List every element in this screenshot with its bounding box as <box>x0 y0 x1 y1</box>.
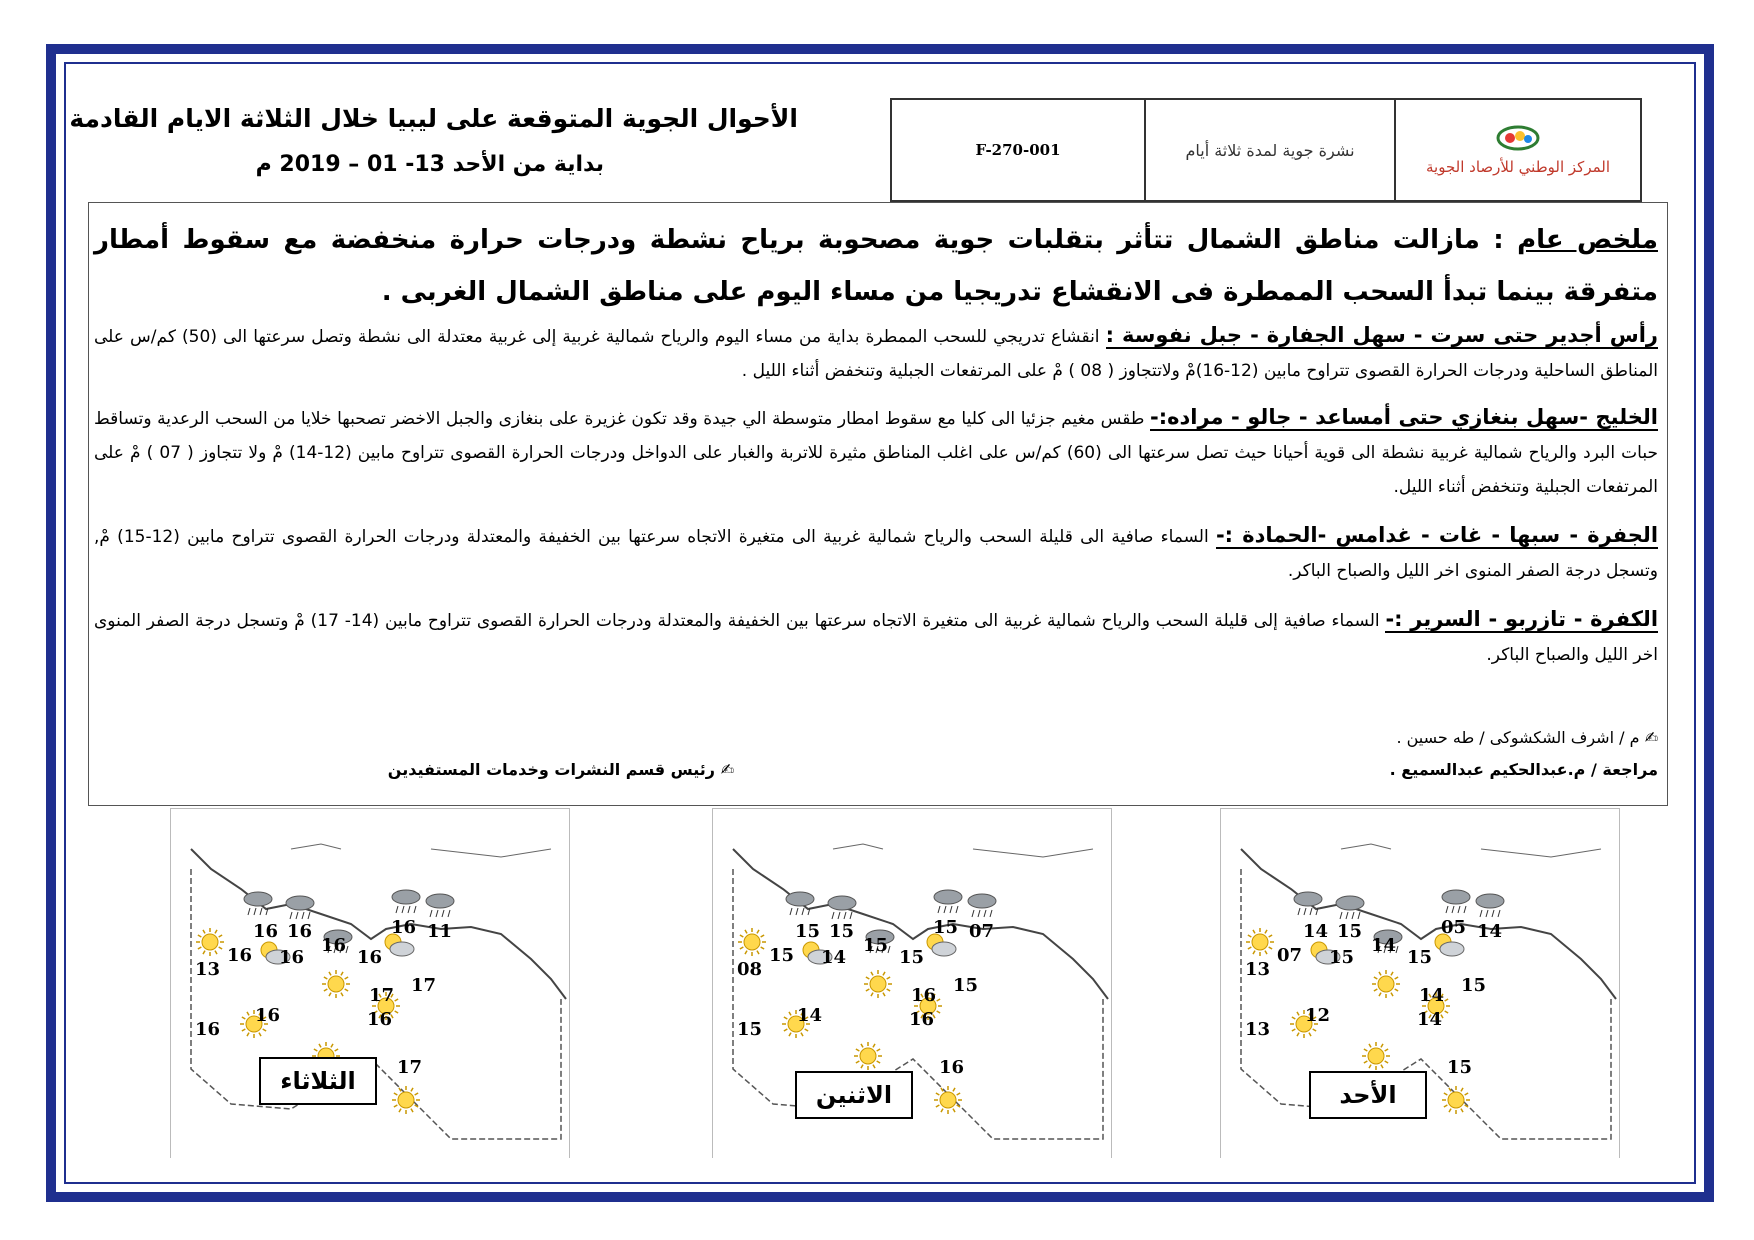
region-paragraph-3 <box>94 518 1658 588</box>
day-label: الأحد <box>1309 1071 1427 1119</box>
temperature-label: 14 <box>1419 985 1445 1006</box>
temperature-label: 16 <box>195 1019 221 1040</box>
page-subtitle: بداية من الأحد 13- 01 – 2019 م <box>255 152 604 177</box>
temperature-label: 17 <box>411 975 437 996</box>
temperature-label: 16 <box>255 1005 281 1026</box>
temperature-label: 16 <box>367 1009 393 1030</box>
temperature-label: 16 <box>911 985 937 1006</box>
temperature-label: 13 <box>195 959 221 980</box>
temperature-label: 15 <box>737 1019 763 1040</box>
region-paragraph-1 <box>94 318 1658 388</box>
temperature-label: 15 <box>863 935 889 956</box>
region-paragraph-2 <box>94 400 1658 504</box>
temperature-label: 15 <box>769 945 795 966</box>
temperature-label: 07 <box>969 921 995 942</box>
temperature-label: 14 <box>1417 1009 1443 1030</box>
weather-map-monday <box>712 808 1112 1158</box>
temperature-label: 15 <box>1407 947 1433 968</box>
temperature-label: 16 <box>939 1057 965 1078</box>
region-name: الخليج -سهل بنغازي حتى أمساعد - جالو - مراده:- <box>1149 405 1658 429</box>
temperature-label: 13 <box>1245 959 1271 980</box>
temperature-label: 14 <box>821 947 847 968</box>
pen-icon: ✍ <box>1644 728 1658 747</box>
temperature-label: 15 <box>795 921 821 942</box>
form-code: F-270-001 <box>975 141 1061 159</box>
temperature-label: 16 <box>253 921 279 942</box>
summary-label: ملخص عام <box>1517 225 1658 255</box>
day-label: الاثنين <box>795 1071 913 1119</box>
libya-map-outline <box>171 809 570 1158</box>
head-signature <box>388 760 734 779</box>
org-name: المركز الوطني للأرصاد الجوية <box>1426 158 1610 176</box>
temperature-label: 17 <box>397 1057 423 1078</box>
region-text: انقشاع تدريجي للسحب الممطرة بداية من مساء اليوم والرياح شمالية غربية إلى غربية معتدلة الى نشطة وتصل سرعتها الى (50) كم/س على المناطق الساحلية ودرجات الحرارة القصوى تتراوح مابين (12-16)مْ ولاتتجاوز ( 08 ) مْ على المرتفعات الجبلية وتنخفض أثناء الليل . <box>94 327 1658 381</box>
temperature-label: 15 <box>953 975 979 996</box>
region-text: السماء صافية الى قليلة السحب والرياح شمالية غربية الى متغيرة الاتجاه سرعتها بين الخفيفة والمعتدلة ودرجات الحرارة القصوى تتراوح مابين (12-15) مْ, وتسجل درجة الصفر المنوى اخر الليل والصباح الباكر. <box>94 527 1658 581</box>
temperature-label: 11 <box>427 921 453 942</box>
temperature-label: 08 <box>737 959 763 980</box>
temperature-label: 15 <box>1447 1057 1473 1078</box>
temperature-label: 12 <box>1305 1005 1331 1026</box>
region-paragraph-4 <box>94 602 1658 672</box>
pen-icon: ✍ <box>720 760 734 779</box>
temperature-label: 15 <box>1337 921 1363 942</box>
forecasters-signature <box>1396 728 1658 747</box>
day-label: الثلاثاء <box>259 1057 377 1105</box>
temperature-label: 16 <box>321 935 347 956</box>
temperature-label: 16 <box>909 1009 935 1030</box>
temperature-label: 15 <box>899 947 925 968</box>
temperature-label: 16 <box>287 921 313 942</box>
temperature-label: 13 <box>1245 1019 1271 1040</box>
page-title: الأحوال الجوية المتوقعة على ليبيا خلال الثلاثة الايام القادمة <box>69 104 798 133</box>
region-name: الكفرة - تازربو - السرير :- <box>1385 607 1659 631</box>
temperature-label: 17 <box>369 985 395 1006</box>
weather-map-tuesday <box>170 808 570 1158</box>
temperature-label: 14 <box>1477 921 1503 942</box>
temperature-label: 16 <box>227 945 253 966</box>
temperature-label: 15 <box>933 917 959 938</box>
weather-map-sunday <box>1220 808 1620 1158</box>
temperature-label: 15 <box>829 921 855 942</box>
region-name: الجفرة - سبها - غات - غدامس -الحمادة :- <box>1215 523 1659 547</box>
region-name: رأس أجدير حتى سرت - سهل الجفارة - جبل نفوسة : <box>1105 323 1658 347</box>
temperature-label: 14 <box>1303 921 1329 942</box>
temperature-label: 15 <box>1461 975 1487 996</box>
temperature-label: 16 <box>357 947 383 968</box>
org-cell <box>1394 100 1640 200</box>
head-title: رئيس قسم النشرات وخدمات المستفيدين <box>387 760 716 779</box>
temperature-label: 07 <box>1277 945 1303 966</box>
header-table <box>890 98 1642 202</box>
temperature-label: 05 <box>1441 917 1467 938</box>
region-text: طقس مغيم جزئيا الى كليا مع سقوط امطار متوسطة الي جيدة وقد تكون غزيرة على بنغازى والجبل الاخضر تصحبها خلايا من السحب الرعدية وتساقط حبات البرد والرياح شمالية غربية نشطة الى قوية أحيانا حيث تصل سرعتها الى (60) كم/س على اغلب المناطق مثيرة للاتربة والغبار على الدواخل ودرجات الحرارة القصوى تتراوح مابين (12-14) مْ ولا تتجاوز ( 07 ) مْ على المرتفعات الجبلية وتنخفض أثناء الليل. <box>94 409 1658 497</box>
temperature-label: 14 <box>797 1005 823 1026</box>
general-summary <box>94 214 1658 318</box>
bulletin-type: نشرة جوية لمدة ثلاثة أيام <box>1144 100 1394 200</box>
forecasters-names: م / اشرف الشكشوكى / طه حسين . <box>1396 728 1640 747</box>
summary-text: : مازالت مناطق الشمال تتأثر بتقلبات جوية مصحوبة برياح نشطة ودرجات حرارة منخفضة مع سقوط أمطار متفرقة بينما تبدأ السحب الممطرة فى الانقشاع تدريجيا من مساء اليوم على مناطق الشمال الغربى . <box>94 225 1658 307</box>
region-text: السماء صافية إلى قليلة السحب والرياح شمالية غربية الى متغيرة الاتجاه سرعتها بين الخفيفة والمعتدلة ودرجات الحرارة القصوى تتراوح مابين (14- 17) مْ وتسجل درجة الصفر المنوى اخر الليل والصباح الباكر. <box>94 611 1658 665</box>
temperature-label: 14 <box>1371 935 1397 956</box>
temperature-label: 16 <box>279 947 305 968</box>
temperature-label: 15 <box>1329 947 1355 968</box>
met-center-logo-icon <box>1494 124 1542 152</box>
reviewer-signature: مراجعة / م.عبدالحكيم عبدالسميع . <box>1389 760 1658 779</box>
temperature-label: 16 <box>391 917 417 938</box>
